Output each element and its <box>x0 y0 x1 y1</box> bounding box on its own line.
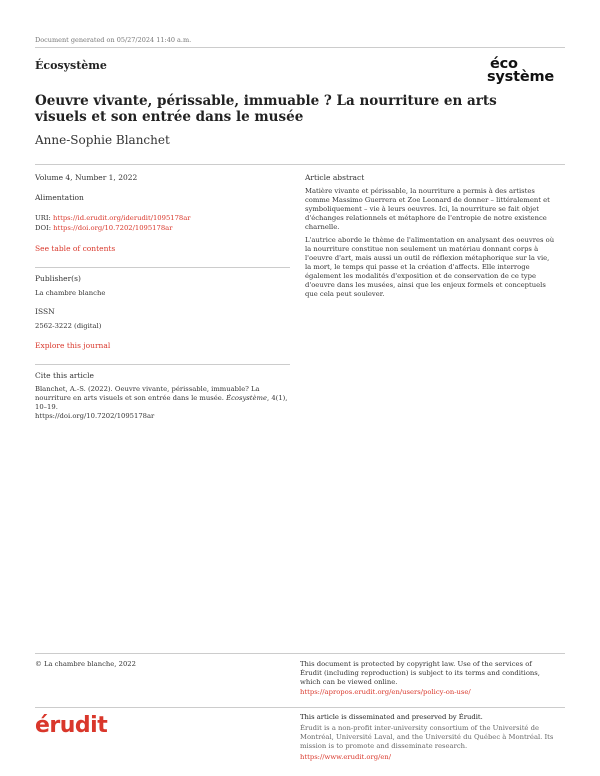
journal-name: Écosystème <box>35 59 107 72</box>
dissemination-notice: This article is disseminated and preserved by Érudit. Érudit is a non-profit inter-university consortium of the Université de Montréal, Université Laval, and the Université du Québec à Montréal. Its mission is to promote and disseminate research. https://www.erudit.org/en/ <box>300 713 558 762</box>
article-author: Anne-Sophie Blanchet <box>35 133 170 147</box>
volume-info: Volume 4, Number 1, 2022 <box>35 173 138 182</box>
abstract-top-rule <box>305 164 565 165</box>
doi-link[interactable]: https://doi.org/10.7202/1095178ar <box>53 224 173 232</box>
issn-heading: ISSN <box>35 307 55 316</box>
generated-notice: Document generated on 05/27/2024 11:40 a.m. <box>35 36 192 44</box>
erudit-website-link[interactable]: https://www.erudit.org/en/ <box>300 753 392 761</box>
abstract-paragraph: Matière vivante et périssable, la nourriture a permis à des artistes comme Massimo Guerrera et Zoe Leonard de donner – littéralement et symboliquement – vie à leurs oeuvres. Ici, la nourriture se fait objet d'échanges relationnels et métaphore de l'entropie de notre existence charnelle. <box>305 187 550 231</box>
issn-value: 2562-3222 (digital) <box>35 322 102 330</box>
rights-notice: This document is protected by copyright law. Use of the services of Érudit (including reproduction) is subject to its terms and conditions, which can be viewed online. https://apropos.erudit.org/en/users/policy-on-use/ <box>300 660 552 697</box>
explore-journal-link[interactable]: Explore this journal <box>35 341 111 350</box>
cite-heading: Cite this article <box>35 371 94 380</box>
toc-link[interactable]: See table of contents <box>35 244 116 253</box>
footer-divider-2 <box>35 707 565 708</box>
publisher-heading: Publisher(s) <box>35 274 81 283</box>
rights-policy-link[interactable]: https://apropos.erudit.org/en/users/policy-on-use/ <box>300 688 471 696</box>
cite-divider <box>35 364 290 365</box>
publisher-divider <box>35 267 290 268</box>
erudit-logo: érudit <box>35 713 108 738</box>
publisher-name: La chambre blanche <box>35 289 106 297</box>
abstract-body <box>305 187 557 303</box>
section-name: Alimentation <box>35 193 84 202</box>
copyright: © La chambre blanche, 2022 <box>35 660 136 668</box>
doi-line: DOI: https://doi.org/10.7202/1095178ar <box>35 224 173 232</box>
uri-link[interactable]: https://id.erudit.org/iderudit/1095178ar <box>52 214 191 222</box>
citation-text: Blanchet, A.-S. (2022). Oeuvre vivante, périssable, immuable? La nourriture en arts visuels et son entrée dans le musée. Écosystème, 4(1), 10–19. https://doi.org/10.7202/1095178ar <box>35 385 288 420</box>
footer-divider <box>35 653 565 654</box>
article-title: Oeuvre vivante, périssable, immuable ? La nourriture en arts visuels et son entrée dans le musée <box>35 93 497 125</box>
abstract-paragraph: L'autrice aborde le thème de l'alimentation en analysant des oeuvres où la nourriture constitue non seulement un matériau donnant corps à l'oeuvre d'art, mais aussi un outil de réflexion métaphorique sur la vie, la mort, le temps qui passe et la création d'affects. Elle interroge également les modalités d'exposition et de conservation de ce type d'oeuvre dans les musées, ainsi que les enjeux formels et conceptuels que cela peut soulever. <box>305 236 555 298</box>
header-divider <box>35 47 565 48</box>
abstract-heading: Article abstract <box>305 173 365 182</box>
uri-line: URI: https://id.erudit.org/iderudit/1095178ar <box>35 214 191 222</box>
ecosysteme-logo: éco système <box>487 56 555 85</box>
